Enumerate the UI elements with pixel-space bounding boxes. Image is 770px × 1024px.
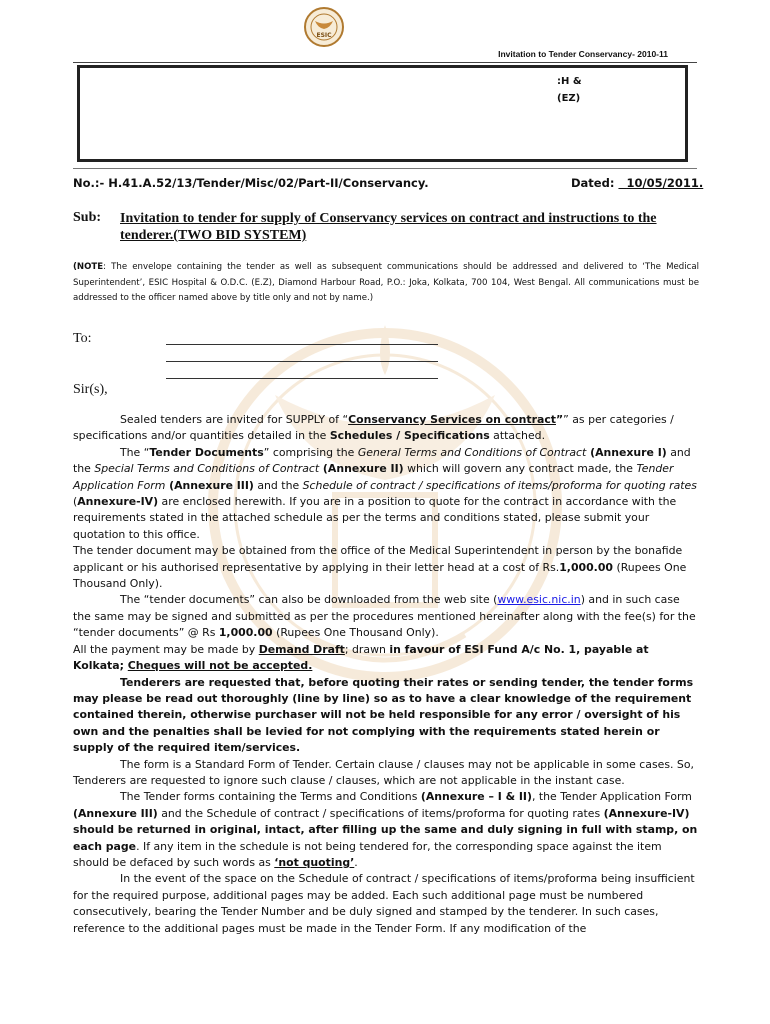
paragraph-3: The tender document may be obtained from the office of the Medical Superintendent in person by the bonafide applicant or his authorised representative by applying in their letter head at a cost of Rs.1,000.00 (Rupees One Thousand Only). bbox=[73, 544, 687, 591]
address-line-1 bbox=[166, 344, 438, 345]
date-line bbox=[571, 176, 703, 190]
paragraph-8: The Tender forms containing the Terms and Conditions (Annexure – I & II), the Tender Application Form (Annexure III) and the Schedule of contract / specifications of items/proforma for quoting rates (Annexure-IV) should be returned in original, intact, after filling up the same and duly signing in full with stamp, on each page. If any item in the schedule is not being tendered for, the corresponding space against the item should be defaced by such words as ‘not quoting’. bbox=[73, 790, 698, 869]
header-note: Invitation to Tender Conservancy- 2010-11 bbox=[498, 49, 668, 59]
letterhead-line-1: :H & bbox=[557, 76, 582, 87]
paragraph-4: The “tender documents” can also be downloaded from the web site (www.esic.nic.in) and in such case the same may be signed and submitted as per the procedures mentioned hereinafter along with the fee(s) for the “tender documents” @ Rs 1,000.00 (Rupees One Thousand Only). bbox=[73, 593, 696, 640]
letterhead-box bbox=[77, 65, 688, 162]
reference-number: No.:- H.41.A.52/13/Tender/Misc/02/Part-II/Conservancy. bbox=[73, 176, 429, 190]
esic-logo-icon bbox=[303, 6, 345, 48]
paragraph-9: In the event of the space on the Schedule of contract / specifications of items/proforma being insufficient for the required purpose, additional pages may be added. Each such additional page must be numbered consecutively, bearing the Tender Number and be duly signed and stamped by the tenderer. In such cases, reference to the additional pages must be made in the Tender Form. If any modification of the bbox=[73, 872, 695, 935]
to-label: To: bbox=[73, 331, 92, 346]
header-rule bbox=[73, 62, 697, 63]
esic-website-link[interactable]: www.esic.nic.in bbox=[497, 593, 581, 607]
address-line-3 bbox=[166, 378, 438, 379]
subject-text: Invitation to tender for supply of Conservancy services on contract and instructions to the tenderer.(TWO BID SYSTEM) bbox=[120, 211, 657, 243]
dated-value: 10/05/2011. bbox=[626, 176, 704, 190]
paragraph-1: Sealed tenders are invited for SUPPLY of “Conservancy Services on contract”” as per categories / specifications and/or quantities detailed in the Schedules / Specifications attached. bbox=[73, 413, 674, 443]
note-label: (NOTE bbox=[73, 262, 104, 272]
reference-rule bbox=[73, 168, 697, 169]
dated-label: Dated: bbox=[571, 176, 615, 190]
letter-body bbox=[73, 412, 701, 937]
subject-label: Sub: bbox=[73, 210, 102, 225]
note-text: : The envelope containing the tender as well as subsequent communications should be addressed and delivered to ‘The Medical Superintendent’, ESIC Hospital & O.D.C. (E.Z), Diamond Harbour Road, P.O.: Joka, Kolkata, 700 104, West Bengal. All communications must be addressed to the officer named above by title only and not by name.) bbox=[73, 262, 699, 303]
paragraph-5: All the payment may be made by Demand Draft; drawn in favour of ESI Fund A/c No. 1, payable at Kolkata; Cheques will not be accepted. bbox=[73, 642, 649, 673]
paragraph-6: Tenderers are requested that, before quoting their rates or sending tender, the tender forms may please be read out thoroughly (line by line) so as to have a clear knowledge of the requirement contained therein, otherwise purchaser will not be held responsible for any error / oversight of his own and the penalties shall be levied for not complying with the requirements stated herein or supply of the required item/services. bbox=[73, 675, 694, 755]
salutation: Sir(s), bbox=[73, 382, 108, 397]
letterhead-line-2: (EZ) bbox=[557, 93, 581, 104]
svg-text:ESIC: ESIC bbox=[316, 32, 332, 39]
paragraph-7: The form is a Standard Form of Tender. Certain clause / clauses may not be applicable in some cases. So, Tenderers are requested to ignore such clause / clauses, which are not applicable in the instant case. bbox=[73, 757, 694, 787]
note-paragraph bbox=[73, 260, 699, 307]
address-line-2 bbox=[166, 361, 438, 362]
paragraph-2: The “Tender Documents” comprising the General Terms and Conditions of Contract (Annexure I) and the Special Terms and Conditions of Contract (Annexure II) which will govern any contract made, the Tender Application Form (Annexure III) and the Schedule of contract / specifications of items/proforma for quoting rates (Annexure-IV) are enclosed herewith. If you are in a position to quote for the contract in accordance with the requirements stated in the attached schedule as per the terms and conditions stated, please submit your quotation to this office. bbox=[73, 445, 697, 541]
